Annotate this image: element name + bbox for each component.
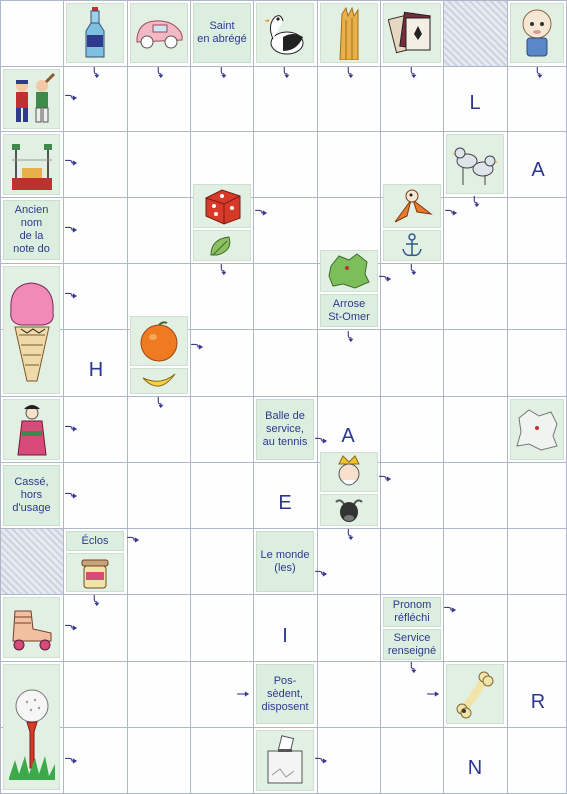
bird-icon (383, 184, 441, 228)
orange-icon (130, 316, 188, 366)
grid-line (0, 263, 567, 264)
arrow-down-icon (531, 67, 547, 79)
clue-text: Service renseigné (387, 631, 437, 657)
banana-icon (130, 368, 188, 394)
clue-text: Arrose St-Omer (328, 297, 370, 323)
arrow-right-icon (426, 688, 442, 700)
arrow-right-icon (126, 534, 142, 546)
answer-letter: N (467, 756, 483, 779)
grid-line (0, 528, 567, 529)
clue-arrose-st-omer (320, 294, 378, 327)
birds-icon (446, 134, 504, 194)
clue-casse-hors-usage (3, 465, 60, 526)
car-icon (130, 3, 188, 63)
answer-letter: R (530, 690, 546, 713)
arrow-right-icon (443, 604, 459, 616)
clue-balle-de-service (256, 399, 314, 460)
grid-line (0, 396, 567, 397)
grid-line (0, 661, 567, 662)
grid-line (0, 0, 1, 794)
clue-text: Pronom réfléchi (392, 599, 432, 624)
arrow-down-icon (88, 67, 104, 79)
geisha-icon (3, 399, 60, 460)
grid-line (127, 0, 128, 794)
arrow-right-icon (314, 755, 330, 767)
king-icon (320, 452, 378, 492)
clue-text: Saint en abrégé (197, 20, 247, 45)
blocked-cell (444, 1, 507, 66)
answer-letter: H (88, 358, 104, 381)
ballot-box-icon (256, 730, 314, 791)
clue-text: Cassé, hors d'usage (12, 476, 51, 514)
arrow-right-icon (64, 157, 80, 169)
grid-line (0, 462, 567, 463)
grid-line (63, 0, 64, 794)
clue-text: Pos- sèdent, disposent (261, 674, 309, 713)
roller-skate-icon (3, 597, 60, 658)
region-map-icon (320, 250, 378, 292)
duck-icon (256, 3, 314, 63)
clue-text: Balle de service, au tennis (262, 410, 308, 448)
arrow-down-icon (152, 397, 168, 409)
clue-ancient-note-do (3, 200, 60, 260)
grid-line (317, 0, 318, 794)
bone-icon (446, 664, 504, 724)
grid-line (507, 0, 508, 794)
clue-text: Ancien nom de la note do (13, 204, 50, 255)
arrow-right-icon (190, 341, 206, 353)
answer-letter: A (531, 158, 545, 181)
city-map-icon (510, 399, 564, 460)
grid-line (253, 0, 254, 794)
arrow-down-icon (468, 196, 484, 208)
arrow-down-icon (405, 67, 421, 79)
arrow-right-icon (64, 755, 80, 767)
jar-icon (66, 553, 124, 592)
answer-letter: A (341, 424, 355, 447)
arrow-down-icon (215, 264, 231, 276)
arrow-down-icon (405, 264, 421, 276)
grid-line (0, 727, 567, 728)
arrow-right-icon (64, 290, 80, 302)
clue-text: Le monde (les) (260, 548, 310, 574)
bottle-icon (66, 3, 124, 63)
cards-icon (383, 3, 441, 63)
arrow-down-icon (342, 529, 358, 541)
arrow-right-icon (236, 688, 252, 700)
grid-line (380, 0, 381, 794)
arrow-down-icon (342, 67, 358, 79)
grid-line (0, 329, 567, 330)
arrow-down-icon (88, 595, 104, 607)
clue-le-monde (256, 531, 314, 592)
clue-pronom-reflechi (383, 597, 441, 627)
clue-possedent (256, 664, 314, 724)
grid-line (443, 0, 444, 794)
arrow-down-icon (278, 67, 294, 79)
arrow-right-icon (314, 568, 330, 580)
clue-saint-abbreviation (193, 3, 251, 63)
answer-letter: E (278, 491, 292, 514)
golf-ball-icon (3, 664, 60, 790)
arrow-down-icon (405, 662, 421, 674)
arrow-down-icon (215, 67, 231, 79)
wheat-icon (320, 3, 378, 63)
clue-service-renseigne (383, 629, 441, 660)
answer-letter: I (282, 624, 288, 647)
answer-letter: L (469, 91, 481, 114)
arrow-down-icon (152, 67, 168, 79)
clue-eclos (66, 531, 124, 551)
ice-cream-icon (3, 266, 60, 394)
arrow-right-icon (378, 273, 394, 285)
grid-line (0, 131, 567, 132)
arrow-right-icon (64, 92, 80, 104)
leaf-icon (193, 230, 251, 261)
arrow-right-icon (64, 423, 80, 435)
baseball-players-icon (3, 69, 60, 129)
stadium-icon (3, 134, 60, 195)
bull-icon (320, 494, 378, 526)
blocked-cell (1, 529, 63, 594)
arrow-down-icon (342, 331, 358, 343)
arrow-right-icon (64, 224, 80, 236)
arrow-right-icon (64, 622, 80, 634)
arrow-right-icon (64, 490, 80, 502)
arrow-right-icon (254, 207, 270, 219)
grid-line (190, 0, 191, 794)
clue-text: Éclos (81, 534, 109, 547)
grid-line (0, 594, 567, 595)
arrow-right-icon (378, 473, 394, 485)
sheep-icon (510, 3, 564, 63)
arrow-right-icon (444, 207, 460, 219)
dice-icon (193, 184, 251, 228)
anchor-icon (383, 230, 441, 261)
